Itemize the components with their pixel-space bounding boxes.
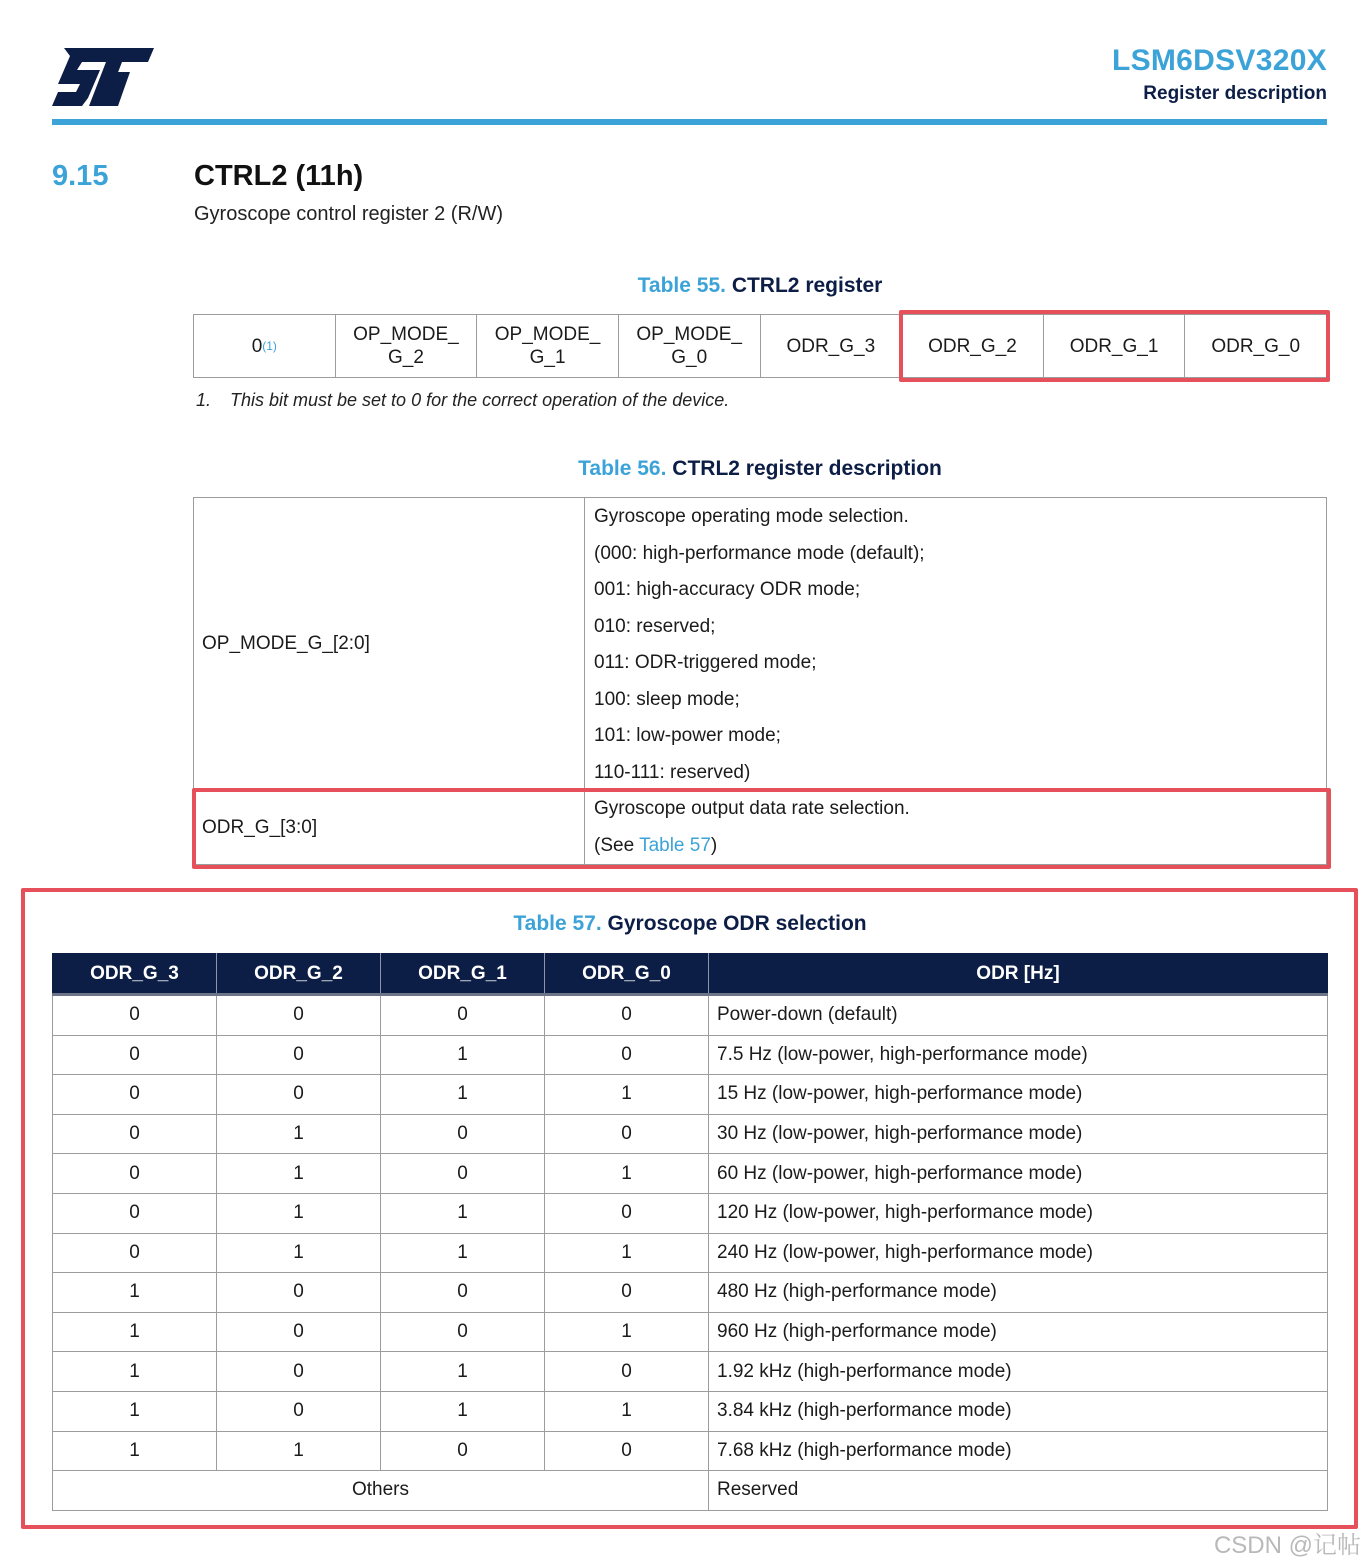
table-cell: 0: [53, 1035, 217, 1075]
field-description: [586, 498, 1326, 790]
table-cell: 7.68 kHz (high-performance mode): [709, 1431, 1328, 1471]
bit1-cell: ODR_G_1: [1043, 315, 1185, 377]
table-cell: 1: [381, 1075, 545, 1115]
table-cell: 0: [217, 1352, 381, 1392]
bit6-cell: OP_MODE_ G_2: [335, 315, 477, 377]
table-cell: 7.5 Hz (low-power, high-performance mode): [709, 1035, 1328, 1075]
description-line: 110-111: reserved): [594, 761, 751, 783]
table-cell: 0: [545, 1431, 709, 1471]
table57-caption-number: Table 57.: [513, 912, 602, 935]
column-header: ODR_G_0: [545, 954, 709, 995]
section-number: 9.15: [52, 160, 109, 192]
table-cell: 0: [545, 1352, 709, 1392]
column-header: ODR [Hz]: [709, 954, 1328, 995]
table-cell: 1: [545, 1154, 709, 1194]
column-header: ODR_G_3: [53, 954, 217, 995]
table-cell: 0: [381, 1273, 545, 1313]
table56-caption-text: CTRL2 register description: [672, 457, 942, 480]
field-name: OP_MODE_G_[2:0]: [194, 498, 585, 790]
header-rule: [52, 119, 1327, 125]
table-cell: 1: [217, 1114, 381, 1154]
watermark: CSDN @记帖: [1213, 1532, 1361, 1559]
table-cell: 1: [53, 1391, 217, 1431]
table55-caption-text: CTRL2 register: [731, 274, 883, 297]
table-cell: 0: [545, 1035, 709, 1075]
table-cell: 0: [381, 1114, 545, 1154]
table-cell: 1: [545, 1312, 709, 1352]
description-line: 101: low-power mode;: [594, 725, 781, 746]
table-cell: 1: [53, 1352, 217, 1392]
table-row: [194, 498, 1326, 790]
bit5-cell: OP_MODE_ G_1: [476, 315, 618, 377]
table-cell: 1: [545, 1391, 709, 1431]
table-cell: 1.92 kHz (high-performance mode): [709, 1352, 1328, 1392]
table-cell: Power-down (default): [709, 995, 1328, 1036]
st-logo-icon: [52, 48, 154, 106]
table-cell: 0: [545, 995, 709, 1036]
table-cell: 0: [381, 995, 545, 1036]
bit7-label: 0: [251, 335, 263, 357]
table57-caption-text: Gyroscope ODR selection: [607, 912, 867, 935]
table-cell: 3.84 kHz (high-performance mode): [709, 1391, 1328, 1431]
table55-caption: [0, 274, 1371, 298]
table-cell: 120 Hz (low-power, high-performance mode): [709, 1193, 1328, 1233]
table-cell: 0: [217, 1273, 381, 1313]
table-cell: 0: [53, 1075, 217, 1115]
table-cell: 0: [545, 1193, 709, 1233]
table-cell: 0: [217, 1312, 381, 1352]
see-prefix: (See: [594, 834, 640, 856]
table-cell: 960 Hz (high-performance mode): [709, 1312, 1328, 1352]
others-label: Others: [53, 1471, 709, 1511]
table-cell: 1: [53, 1312, 217, 1352]
table-cell: 1: [217, 1233, 381, 1273]
table-cell: 30 Hz (low-power, high-performance mode): [709, 1114, 1328, 1154]
table-cell: 0: [53, 995, 217, 1036]
section-title: CTRL2 (11h): [194, 160, 364, 192]
table57-link[interactable]: Table 57: [639, 834, 711, 856]
table-cell: 1: [381, 1193, 545, 1233]
table-cell: 0: [381, 1312, 545, 1352]
table-cell: 0: [217, 1035, 381, 1075]
table-cell: 0: [217, 995, 381, 1036]
table-cell: 1: [381, 1391, 545, 1431]
footnote-ref-link[interactable]: (1): [262, 338, 277, 353]
description-line: Gyroscope operating mode selection.: [594, 506, 909, 527]
bit4-cell: OP_MODE_ G_0: [618, 315, 760, 377]
table-cell: 1: [217, 1154, 381, 1194]
table-cell: 0: [53, 1154, 217, 1194]
column-header: ODR_G_2: [217, 954, 381, 995]
table-cell: 1: [53, 1273, 217, 1313]
highlight-box-odr-row: [192, 788, 1331, 869]
table-cell: 0: [545, 1114, 709, 1154]
table55-footnote: [196, 390, 729, 411]
table56-caption-number: Table 56.: [578, 457, 667, 480]
table-cell: 0: [217, 1391, 381, 1431]
others-value: Reserved: [709, 1471, 1328, 1511]
table-cell: 1: [545, 1233, 709, 1273]
description-line: Gyroscope output data rate selection.: [594, 798, 910, 819]
see-suffix: ): [710, 834, 718, 856]
table-cell: 15 Hz (low-power, high-performance mode): [709, 1075, 1328, 1115]
table-cell: 1: [217, 1193, 381, 1233]
table-cell: 480 Hz (high-performance mode): [709, 1273, 1328, 1313]
table-cell: 1: [381, 1233, 545, 1273]
description-line: 011: ODR-triggered mode;: [594, 652, 817, 673]
description-line: 100: sleep mode;: [594, 688, 740, 710]
bit3-cell: ODR_G_3: [760, 315, 902, 377]
bit7-cell: [194, 315, 335, 377]
table-cell: 0: [53, 1233, 217, 1273]
description-line: (000: high-performance mode (default);: [594, 542, 925, 564]
table-cell: 0: [381, 1154, 545, 1194]
table-cell: 0: [545, 1273, 709, 1313]
field-name: ODR_G_[3:0]: [194, 791, 585, 865]
table55-caption-number: Table 55.: [637, 274, 726, 297]
table-cell: 60 Hz (low-power, high-performance mode): [709, 1154, 1328, 1194]
column-header: ODR_G_1: [381, 954, 545, 995]
description-line: 010: reserved;: [594, 615, 716, 637]
table-cell: 0: [53, 1193, 217, 1233]
footnote-number: 1.: [196, 390, 212, 410]
table-cell: 1: [381, 1035, 545, 1075]
bit0-cell: ODR_G_0: [1184, 315, 1326, 377]
table-cell: 0: [53, 1114, 217, 1154]
table-cell: 0: [217, 1075, 381, 1115]
description-line: 001: high-accuracy ODR mode;: [594, 579, 861, 600]
product-title: LSM6DSV320X: [1111, 44, 1327, 77]
table56-caption: [0, 457, 1371, 481]
table-cell: 240 Hz (low-power, high-performance mode): [709, 1233, 1328, 1273]
table-cell: 1: [53, 1431, 217, 1471]
document-subtitle: Register description: [1143, 83, 1327, 104]
table-cell: 1: [381, 1352, 545, 1392]
table-cell: 0: [381, 1431, 545, 1471]
table-cell: 1: [217, 1431, 381, 1471]
footnote-text: This bit must be set to 0 for the correct operation of the device.: [230, 390, 730, 410]
highlight-box-odr-bits: [899, 310, 1330, 382]
table-cell: 1: [545, 1075, 709, 1115]
highlight-box-odr-table: [21, 888, 1358, 1529]
bit2-cell: ODR_G_2: [901, 315, 1043, 377]
section-subtitle: Gyroscope control register 2 (R/W): [194, 203, 503, 225]
